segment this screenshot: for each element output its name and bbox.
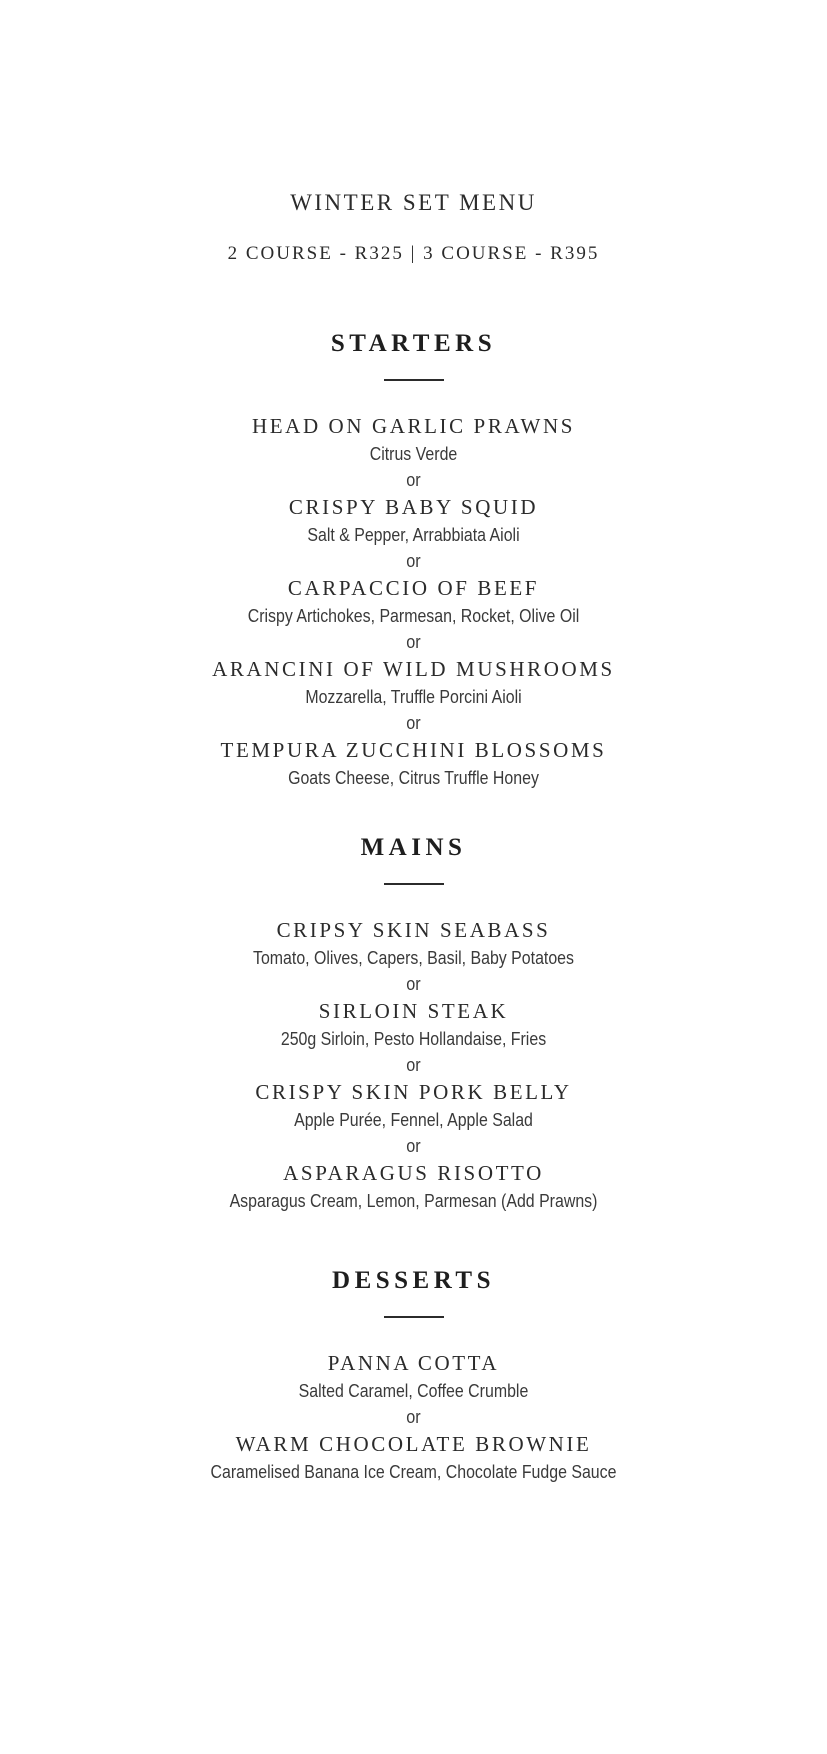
dish-description: Mozzarella, Truffle Porcini Aioli (305, 686, 522, 707)
or-separator: or (406, 632, 421, 652)
or-separator: or (406, 1407, 421, 1427)
dish-description: Salted Caramel, Coffee Crumble (298, 1380, 529, 1401)
dish-description: 250g Sirloin, Pesto Hollandaise, Fries (280, 1028, 547, 1049)
dish-description: Tomato, Olives, Capers, Basil, Baby Potatoes (252, 947, 574, 968)
or-separator: or (406, 1055, 421, 1075)
price-line: 2 COURSE - R325 | 3 COURSE - R395 (227, 243, 600, 264)
starters-section (0, 329, 827, 791)
dish-name: SIRLOIN STEAK (318, 999, 509, 1023)
dish-description: Crispy Artichokes, Parmesan, Rocket, Olive Oil (247, 605, 580, 626)
or-separator: or (406, 470, 421, 490)
dish-description: Citrus Verde (369, 443, 458, 464)
section-heading-starters: STARTERS (330, 330, 497, 357)
or-separator: or (406, 713, 421, 733)
or-separator: or (406, 551, 421, 571)
section-heading-desserts: DESSERTS (332, 1267, 495, 1294)
dish-name: CRISPY SKIN PORK BELLY (255, 1080, 572, 1104)
dish-description: Apple Purée, Fennel, Apple Salad (294, 1109, 533, 1130)
starters-list (0, 413, 827, 791)
or-separator: or (406, 1136, 421, 1156)
mains-list (0, 917, 827, 1214)
section-divider (384, 883, 444, 885)
dish-name: HEAD ON GARLIC PRAWNS (251, 414, 575, 438)
desserts-list (0, 1350, 827, 1485)
dish-name: ARANCINI OF WILD MUSHROOMS (212, 657, 615, 681)
dish-description: Goats Cheese, Citrus Truffle Honey (288, 767, 539, 788)
dish-name: CRISPY BABY SQUID (288, 495, 539, 519)
dish-name: TEMPURA ZUCCHINI BLOSSOMS (220, 738, 607, 762)
dish-description: Asparagus Cream, Lemon, Parmesan (Add Prawns) (229, 1190, 598, 1211)
dish-name: WARM CHOCOLATE BROWNIE (235, 1432, 592, 1456)
dish-name: CRIPSY SKIN SEABASS (276, 918, 551, 942)
section-heading-mains: MAINS (360, 834, 467, 861)
menu-title: WINTER SET MENU (290, 190, 537, 215)
dish-name: CARPACCIO OF BEEF (287, 576, 540, 600)
dish-name: PANNA COTTA (327, 1351, 500, 1375)
dish-description: Salt & Pepper, Arrabbiata Aioli (307, 524, 520, 545)
dish-name: ASPARAGUS RISOTTO (283, 1161, 544, 1185)
dish-description: Caramelised Banana Ice Cream, Chocolate Fudge Sauce (210, 1461, 617, 1482)
section-divider (384, 1316, 444, 1318)
section-divider (384, 379, 444, 381)
mains-section (0, 833, 827, 1214)
desserts-section (0, 1266, 827, 1485)
or-separator: or (406, 974, 421, 994)
